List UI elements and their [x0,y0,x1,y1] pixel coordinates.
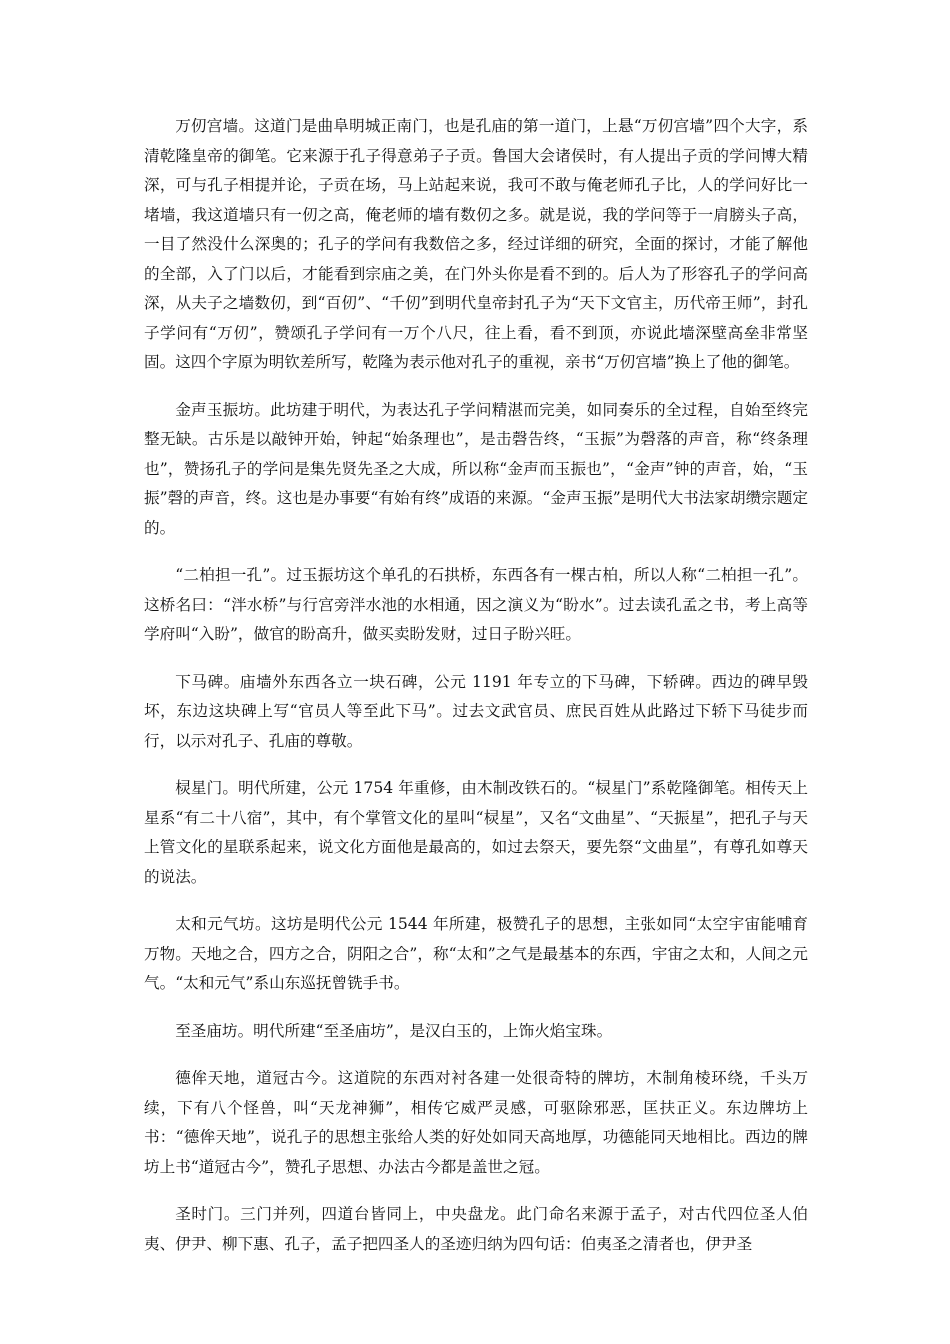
paragraph-demou-tiandi: 德侔天地，道冠古今。这道院的东西对衬各建一处很奇特的牌坊，木制角棱环绕，千头万续，下有八个怪兽，叫“天龙神狮”，相传它威严灵感，可驱除邪恶，匡扶正义。东边牌坊上书：“德侔天地”，说孔子的思想主张给人类的好处如同天高地厚，功德能同天地相比。西边的牌坊上书“道冠古今”，赞孔子思想、办法古今都是盖世之冠。 [144,1069,808,1176]
paragraph-erbai-danyikong: “二柏担一孔”。过玉振坊这个单孔的石拱桥，东西各有一棵古柏，所以人称“二柏担一孔”。这桥名曰：“泮水桥”与行宫旁泮水池的水相通，因之演义为“盼水”。过去读孔孟之书，考上高等学府叫“入盼”，做官的盼高升，做买卖盼发财，过日子盼兴旺。 [144,566,808,643]
paragraph-zhisheng-miao-fang: 至圣庙坊。明代所建“至圣庙坊”，是汉白玉的，上饰火焰宝珠。 [175,1021,613,1040]
paragraph-taihe-yuanqi-fang: 太和元气坊。这坊是明代公元 1544 年所建，极赞孔子的思想，主张如同“太空宇宙能哺育万物。天地之合，四方之合，阴阳之合”，称“太和”之气是最基本的东西，宇宙之太和，人间之元气。“太和元气”系山东巡抚曾铣手书。 [144,915,808,992]
paragraph-jinsheng-yuzhen-fang: 金声玉振坊。此坊建于明代，为表达孔子学问精湛而完美，如同奏乐的全过程，自始至终完整无缺。古乐是以敲钟开始，钟起“始条理也”，是击磬告终，“玉振”为磬落的声音，称“终条理也”，赞扬孔子的学问是集先贤先圣之大成，所以称“金声而玉振也”，“金声”钟的声音，始，“玉振”磬的声音，终。这也是办事要“有始有终”成语的来源。“金声玉振”是明代大书法家胡缵宗题定的。 [144,400,808,537]
paragraph-wanren-gongqiang: 万仞宫墙。这道门是曲阜明城正南门，也是孔庙的第一道门，上悬“万仞宫墙”四个大字，系清乾隆皇帝的御笔。它来源于孔子得意弟子子贡。鲁国大会诸侯时，有人提出子贡的学问博大精深，可与孔子相提并论，子贡在场，马上站起来说，我可不敢与俺老师孔子比，人的学问好比一堵墙，我这道墙只有一仞之高，俺老师的墙有数仞之多。就是说，我的学问等于一肩膀头子高，一目了然没什么深奥的；孔子的学问有我数倍之多，经过详细的研究，全面的探讨，才能了解他的全部，入了门以后，才能看到宗庙之美，在门外头你是看不到的。后人为了形容孔子的学问高深，从夫子之墙数仞，到“百仞”、“千仞”到明代皇帝封孔子为“天下文官主，历代帝王师”，封孔子学问有“万仞”，赞颂孔子学问有一万个八尺，往上看，看不到顶，亦说此墙深壁高垒非常坚固。这四个字原为明钦差所写，乾隆为表示他对孔子的重视，亲书“万仞宫墙”换上了他的御笔。 [144,117,808,371]
document-page [144,112,808,1277]
paragraph-shengshi-men: 圣时门。三门并列，四道台皆同上，中央盘龙。此门命名来源于孟子，对古代四位圣人伯夷、伊尹、柳下惠、孔子，孟子把四圣人的圣迹归纳为四句话：伯夷圣之清者也，伊尹圣 [144,1205,808,1253]
paragraph-lingxing-men: 棂星门。明代所建，公元 1754 年重修，由木制改铁石的。“棂星门”系乾隆御笔。相传天上星系“有二十八宿”，其中，有个掌管文化的星叫“棂星”，又名“文曲星”、“天振星”，把孔子与天上管文化的星联系起来，说文化方面他是最高的，如过去祭天，要先祭“文曲星”，有尊孔如尊天的说法。 [144,779,808,886]
paragraph-xiama-bei: 下马碑。庙墙外东西各立一块石碑，公元 1191 年专立的下马碑，下轿碑。西边的碑早毁坏，东边这块碑上写“官员人等至此下马”。过去文武官员、庶民百姓从此路过下轿下马徒步而行，以示对孔子、孔庙的尊敬。 [144,672,808,750]
